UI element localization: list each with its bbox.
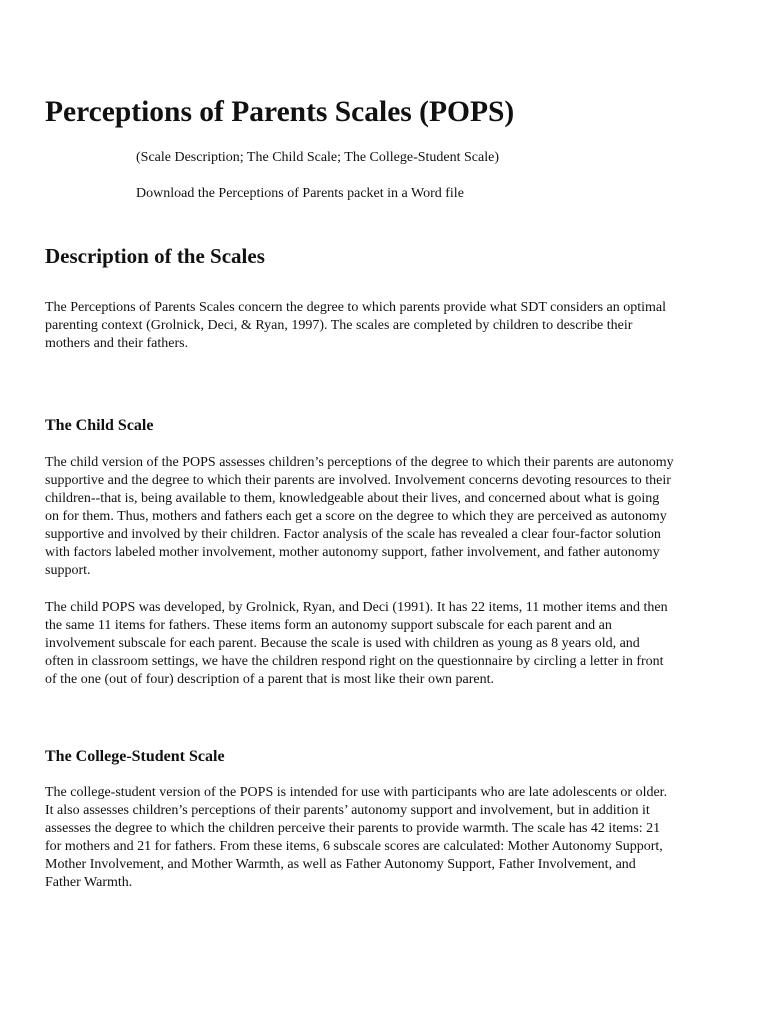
download-packet-link[interactable]: Download the Perceptions of Parents packet in a Word file [136, 186, 464, 201]
paragraph-line: the same 11 items for fathers. These items form an autonomy support subscale for each parent and an [45, 618, 612, 633]
paragraph-line: The college-student version of the POPS is intended for use with participants who are late adolescents or older. [45, 785, 668, 800]
child-scale-paragraph-2 [45, 599, 668, 689]
paragraph-line: assesses the degree to which the children perceive their parents to provide warmth. The scale has 42 items: 21 [45, 821, 661, 836]
college-scale-heading: The College-Student Scale [45, 748, 225, 765]
paragraph-line: on for them. Thus, mothers and fathers each get a score on the degree to which they are perceived as autonomy [45, 509, 667, 524]
paragraph-line: The child POPS was developed, by Grolnick, Ryan, and Deci (1991). It has 22 items, 11 mother items and then [45, 600, 668, 615]
paragraph-line: children--that is, being available to them, knowledgeable about their lives, and concerned about what is going [45, 491, 660, 506]
paragraph-line: often in classroom settings, we have the children respond right on the questionnaire by circling a letter in front [45, 654, 664, 669]
section-nav-links[interactable]: (Scale Description; The Child Scale; The College-Student Scale) [136, 150, 500, 165]
paragraph-line: for mothers and 21 for fathers. From these items, 6 subscale scores are calculated: Mother Autonomy Support, [45, 839, 663, 854]
paragraph-line: Mother Involvement, and Mother Warmth, as well as Father Autonomy Support, Father Involvement, and [45, 857, 636, 872]
paragraph-line: Father Warmth. [45, 875, 133, 890]
paragraph-line: involvement subscale for each parent. Because the scale is used with children as young as 8 years old, and [45, 636, 640, 651]
paragraph-line: It also assesses children’s perceptions of their parents’ autonomy support and involvement, but in addition it [45, 803, 650, 818]
child-scale-heading: The Child Scale [45, 417, 154, 434]
paragraph-line: supportive and the degree to which their parents are involved. Involvement concerns devoting resources to their [45, 473, 671, 488]
college-scale-paragraph [45, 784, 667, 892]
paragraph-line: supportive and involved by their children. Factor analysis of the scale has revealed a clear four-factor solution [45, 527, 661, 542]
paragraph-line: The Perceptions of Parents Scales concern the degree to which parents provide what SDT considers an optimal [45, 300, 667, 315]
description-heading: Description of the Scales [45, 244, 265, 268]
page-title: Perceptions of Parents Scales (POPS) [45, 96, 515, 128]
paragraph-line: The child version of the POPS assesses children’s perceptions of the degree to which their parents are autonomy [45, 455, 674, 470]
child-scale-paragraph-1 [45, 454, 674, 580]
paragraph-line: with factors labeled mother involvement, mother autonomy support, father involvement, and father autonomy [45, 545, 660, 560]
paragraph-line: support. [45, 563, 91, 578]
paragraph-line: parenting context (Grolnick, Deci, & Ryan, 1997). The scales are completed by children to describe their [45, 318, 633, 333]
paragraph-line: mothers and their fathers. [45, 336, 189, 351]
paragraph-line: of the one (out of four) description of a parent that is most like their own parent. [45, 672, 495, 687]
description-paragraph [45, 299, 666, 353]
